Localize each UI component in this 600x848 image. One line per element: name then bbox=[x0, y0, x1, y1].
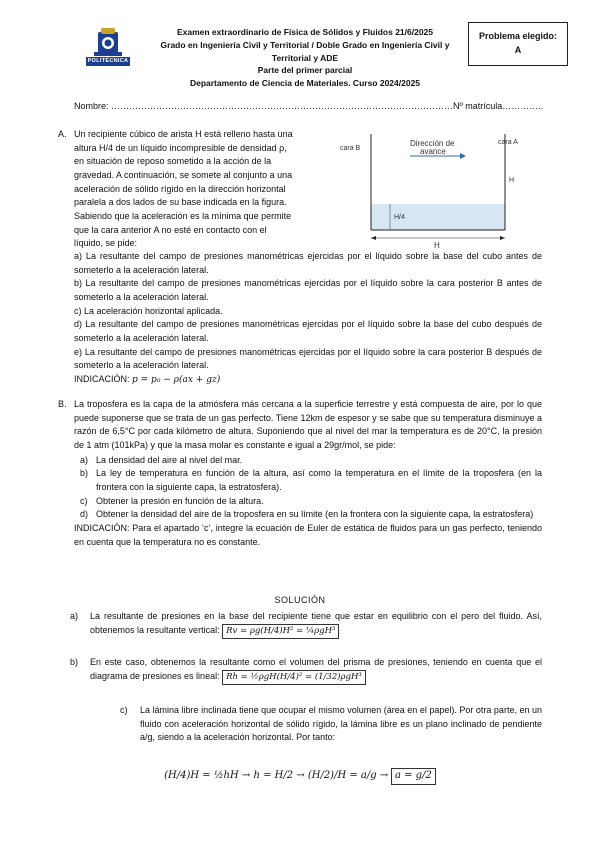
solution-b-formula: Rh = ½ρgH(H/4)² = (1/32)ρgH³ bbox=[222, 670, 366, 685]
part-b-item-marker: a) bbox=[80, 454, 89, 465]
part-a-items bbox=[74, 250, 542, 388]
part-a-marker: A. bbox=[58, 129, 67, 139]
direction-label-1: Dirección de bbox=[410, 139, 455, 148]
solution-b-marker: b) bbox=[70, 657, 79, 667]
part-a-item-d: d) La resultante del campo de presiones manométricas ejercidas por el líquido sobre la base del cubo después de someterlo a la aceleración lateral. bbox=[74, 319, 542, 344]
part-b-item-text: Obtener la presión en función de la altura. bbox=[96, 495, 264, 506]
part-b bbox=[58, 398, 542, 549]
solution-b bbox=[70, 656, 542, 685]
part-a-item-a: a) La resultante del campo de presiones manométricas ejercidas por el líquido sobre la base del cubo antes de someterlo a la aceleración lateral. bbox=[74, 251, 542, 275]
solution-c-text: La lámina libre inclinada tiene que ocupar el mismo volumen (área en el papel). Por otra parte, en un fluido con aceleración horizontal de sólido rígido, la lámina libre es un plano inclinado de pendiente a/g, siendo a la aceleración horizontal. Por tanto: bbox=[140, 705, 542, 743]
part-a-line: Un recipiente cúbico de arista H está relleno hasta una bbox=[74, 129, 293, 139]
part-a-line: gravedad. A continuación, se somete al conjunto a una bbox=[74, 170, 293, 181]
face-a-label: cara A bbox=[498, 139, 518, 146]
part-a-hint-label: INDICACIÓN: bbox=[74, 374, 130, 385]
part-b-hint: INDICACIÓN: Para el apartado ‘c’, integre la ecuación de Euler de estática de fluidos para un gas perfecto, teniendo en cuenta que la temperatura no es constante. bbox=[74, 523, 542, 547]
header-line-5: Departamento de Ciencia de Materiales. Curso 2024/2025 bbox=[189, 78, 421, 88]
part-a-line: Sabiendo que la aceleración es la mínima que permite bbox=[74, 211, 292, 222]
part-b-item-text: Obtener la densidad del aire de la troposfera en su límite (en la frontera con la siguiente capa, la estratosfera) bbox=[96, 509, 534, 520]
part-a-line: en situación de reposo sometido a la acción de la bbox=[74, 156, 272, 167]
part-a-item-b: b) La resultante del campo de presiones manométricas ejercidas por el líquido sobre la cara posterior B antes de someterlo a la aceleración lateral. bbox=[74, 278, 542, 303]
part-b-item-marker: c) bbox=[80, 495, 88, 506]
solution-a-marker: a) bbox=[70, 611, 79, 621]
part-b-item bbox=[74, 495, 542, 509]
face-b-label: cara B bbox=[340, 145, 361, 152]
part-a-item-e: e) La resultante del campo de presiones manométricas ejercidas por el líquido sobre la cara posterior B después de someterlo a la aceleración lateral. bbox=[74, 346, 542, 371]
h4-label: H/4 bbox=[394, 214, 405, 221]
part-b-item-marker: d) bbox=[80, 509, 89, 520]
header-line-4: Parte del primer parcial bbox=[257, 65, 353, 76]
part-b-item-marker: b) bbox=[80, 468, 89, 479]
part-b-item bbox=[74, 454, 542, 468]
part-a-line: altura H/4 de un líquido incompresible de densidad ρ, bbox=[74, 142, 287, 153]
height-label: H bbox=[509, 177, 515, 184]
logo-text: POLITÉCNICA bbox=[87, 58, 129, 64]
part-b-item-text: La densidad del aire al nivel del mar. bbox=[96, 454, 243, 465]
university-logo bbox=[88, 26, 128, 60]
header-line-3: Territorial y ADE bbox=[271, 52, 339, 63]
problem-chosen-label: Problema elegido: bbox=[478, 31, 558, 41]
part-a-line: líquido, se pide: bbox=[74, 238, 138, 249]
exam-header bbox=[140, 26, 470, 90]
part-b-item-text: La ley de temperatura en función de la altura, así como la temperatura en el límite de la troposfera (en la frontera con la siguiente capa, la estratosfera). bbox=[96, 468, 542, 493]
part-a-line: que la cara anterior A no esté en contacto con el bbox=[74, 224, 267, 235]
direction-arrowhead bbox=[460, 153, 466, 159]
solution-b-text: En este caso, obtenemos la resultante como el volumen del prisma de presiones, teniendo en cuenta que el diagrama de presiones es lineal: bbox=[90, 657, 542, 681]
part-a-item-c: c) La aceleración horizontal aplicada. bbox=[74, 305, 223, 316]
part-b-items bbox=[58, 454, 542, 522]
solution-c-marker: c) bbox=[120, 705, 128, 715]
solution-a bbox=[70, 610, 542, 639]
part-a-line: aceleración de sólido rígido en la dirección horizontal bbox=[74, 183, 286, 194]
container-figure bbox=[338, 124, 538, 252]
solution-c-equation bbox=[0, 768, 600, 785]
part-b-item bbox=[74, 508, 542, 522]
solution-c-formula: (H/4)H = ½hH → h = H/2 → (H/2)/H = a/g → bbox=[164, 770, 389, 781]
header-line-2: Grado en Ingeniería Civil y Territorial / Doble Grado en Ingeniería Civil y bbox=[160, 39, 450, 50]
solution-a-body bbox=[70, 610, 542, 639]
solution-a-formula: Rv = ρg(H/4)H² = ¼ρgH³ bbox=[222, 624, 339, 639]
base-label: H bbox=[434, 241, 440, 250]
part-b-item bbox=[74, 467, 542, 494]
solution-c bbox=[120, 704, 542, 745]
part-a-hint bbox=[74, 373, 542, 388]
part-b-marker: B. bbox=[58, 399, 67, 409]
problem-chosen-box bbox=[468, 22, 568, 66]
solution-c-result: a = g/2 bbox=[391, 768, 436, 785]
liquid-region bbox=[371, 204, 505, 230]
direction-label-2: avance bbox=[420, 147, 446, 156]
part-a-intro-text bbox=[58, 128, 333, 251]
solution-title: SOLUCIÓN bbox=[274, 595, 326, 605]
part-a-intro bbox=[58, 128, 333, 251]
name-line: Nombre: ……………………………………………………………………………………………………Nº matrícula………….. bbox=[74, 101, 544, 111]
part-b-intro: La troposfera es la capa de la atmósfera más cercana a la superficie terrestre y está compuesta de aire, por lo que puede suponerse que se trata de un gas perfecto. Tiene 12km de espesor y se sabe que su temperatura disminuye a razón de 6,5°C por cada kilómetro de altura. Suponiendo que al nivel del mar la temperatura es de 20°C, la presión de 1 atm (101kPa) y que la masa molar es constante e igual a 29gr/mol, se pide: bbox=[74, 399, 542, 451]
solution-b-body bbox=[70, 656, 542, 685]
header-line-1: Examen extraordinario de Física de Sólidos y Fluidos 21/6/2025 bbox=[176, 27, 434, 37]
part-a-line: paralela a dos lados de su base indicada en la figura. bbox=[74, 197, 287, 208]
part-a-hint-formula: p = p₀ − ρ(ax + gz) bbox=[132, 375, 221, 386]
solution-a-text: La resultante de presiones en la base del recipiente tiene que estar en equilibrio con el pero del fluido. Así, obtenemos la resultante vertical: bbox=[90, 611, 542, 635]
problem-chosen-value: A bbox=[514, 45, 522, 56]
